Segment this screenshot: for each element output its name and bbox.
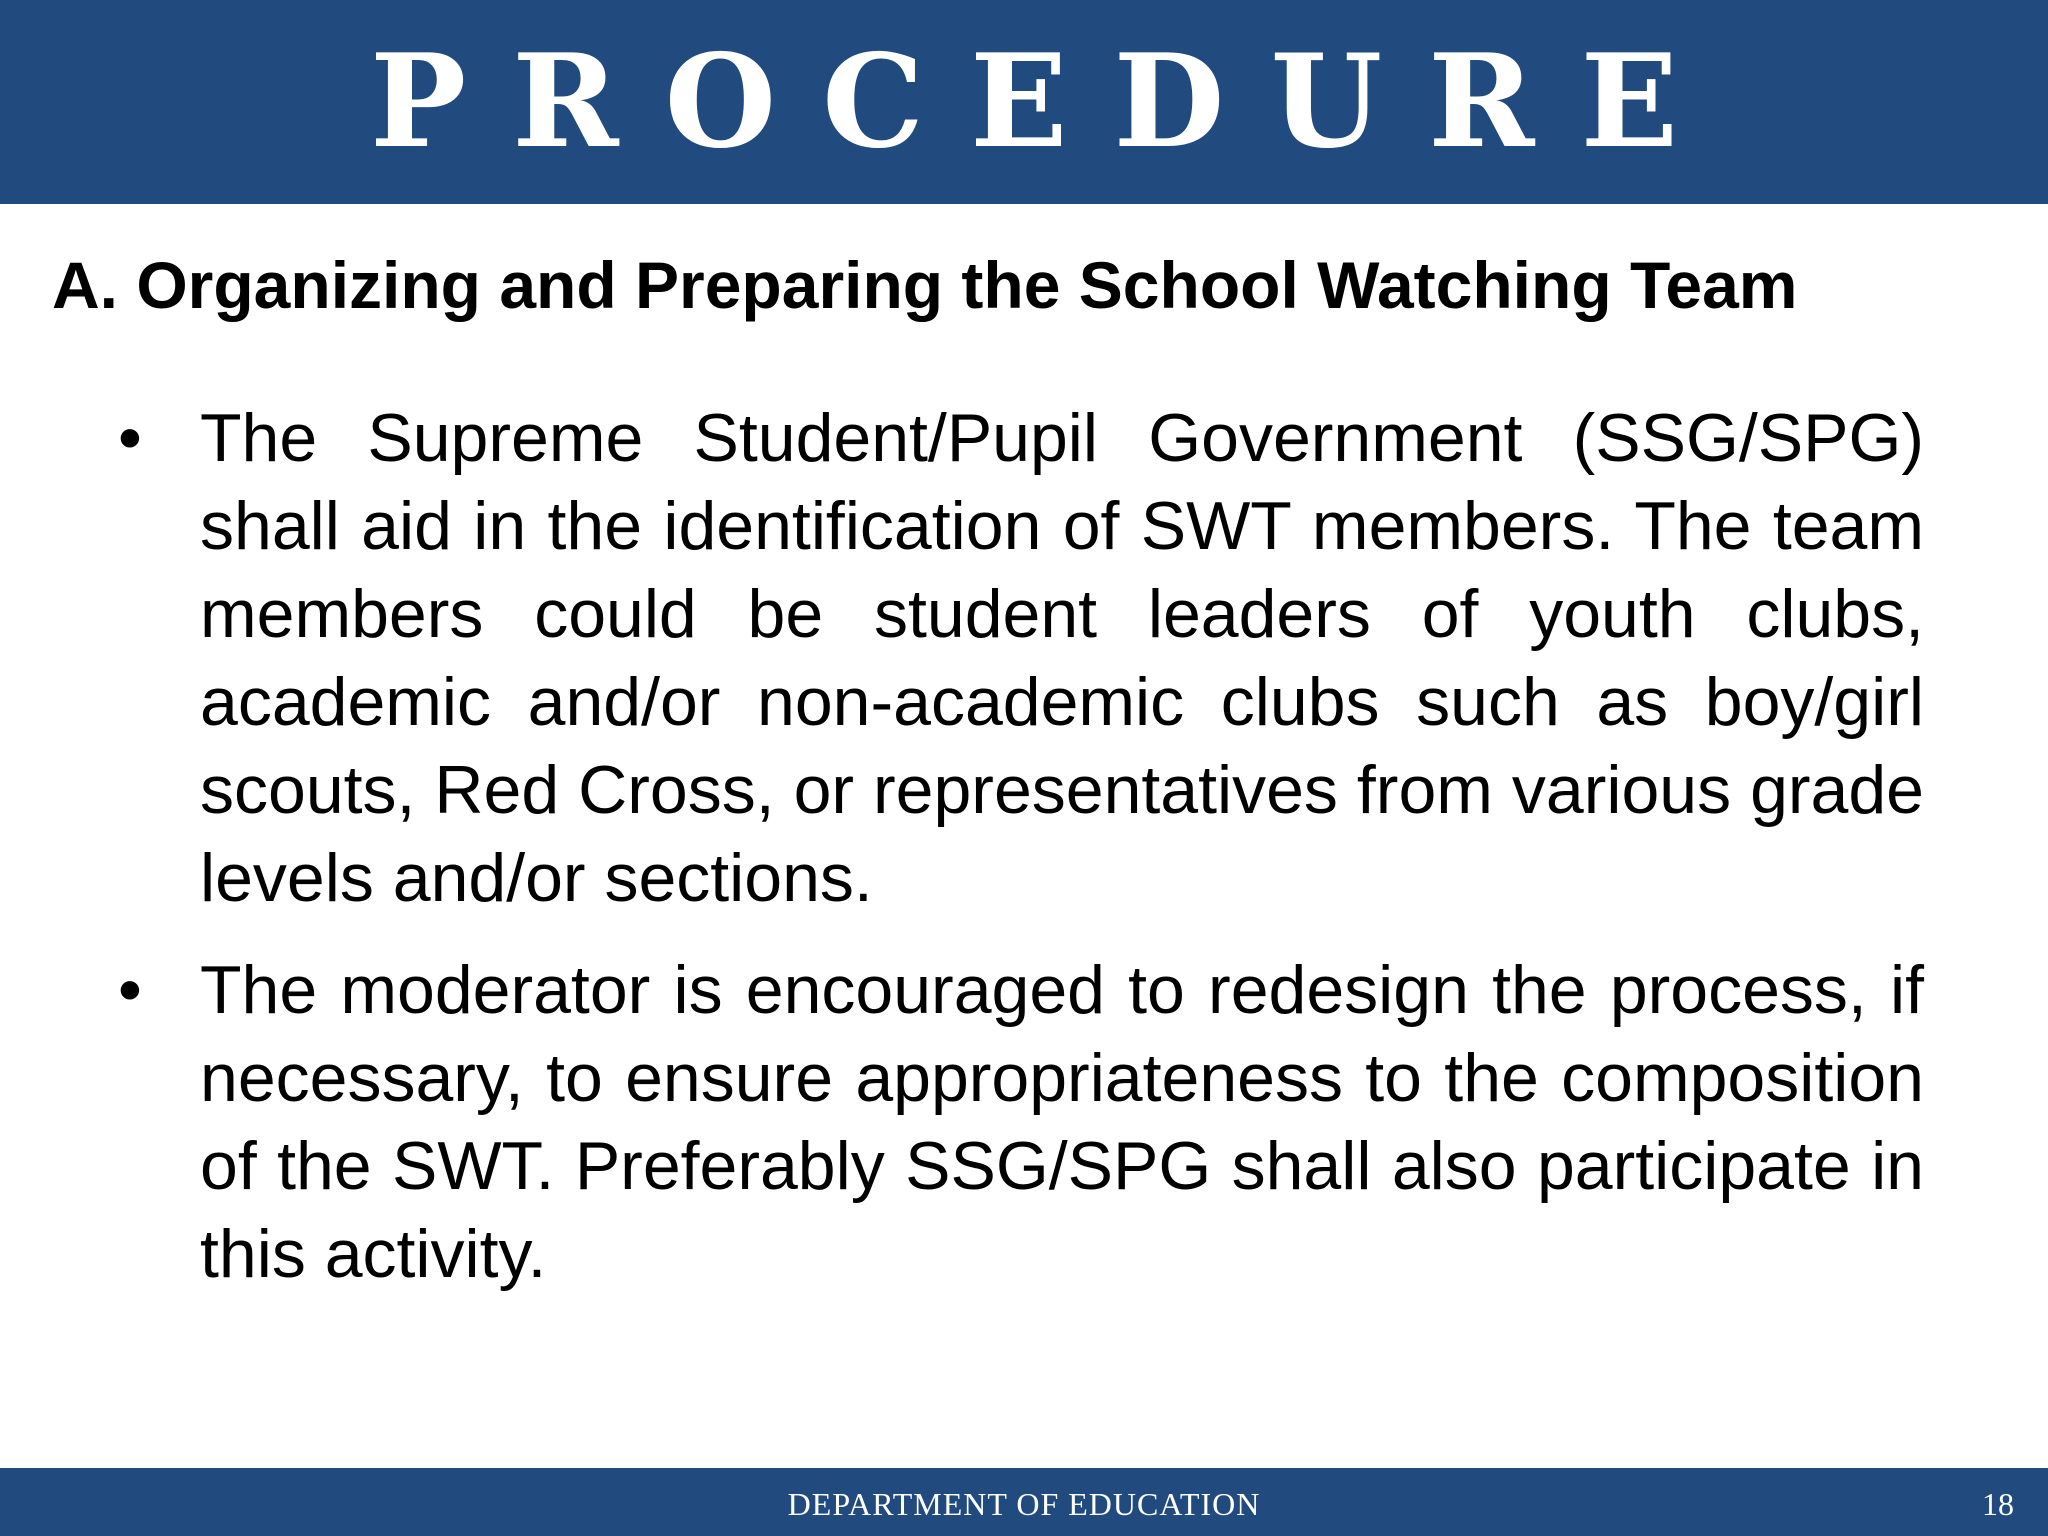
page-number: 18 bbox=[1982, 1486, 2014, 1522]
bullet-list bbox=[118, 394, 1924, 1322]
section-heading: A. Organizing and Preparing the School Watching Team bbox=[52, 248, 1798, 322]
bullet-item bbox=[118, 946, 1924, 1298]
footer-bar bbox=[0, 1468, 2048, 1536]
header-bar bbox=[0, 0, 2048, 204]
bullet-text: The moderator is encouraged to redesign the process, if necessary, to ensure appropriateness to the composition of the SWT. Preferably SSG/SPG shall also participate in this activity. bbox=[200, 952, 1924, 1292]
bullet-item bbox=[118, 394, 1924, 922]
slide-title: PROCEDURE bbox=[369, 27, 1725, 177]
bullet-marker: • bbox=[118, 952, 142, 1028]
bullet-text: The Supreme Student/Pupil Government (SSG/SPG) shall aid in the identification of SWT members. The team members could be student leaders of youth clubs, academic and/or non-academic clubs such as boy/girl scouts, Red Cross, or representatives from various grade levels and/or sections. bbox=[200, 400, 1924, 916]
footer-label: DEPARTMENT OF EDUCATION bbox=[787, 1486, 1261, 1522]
bullet-marker: • bbox=[118, 400, 142, 476]
